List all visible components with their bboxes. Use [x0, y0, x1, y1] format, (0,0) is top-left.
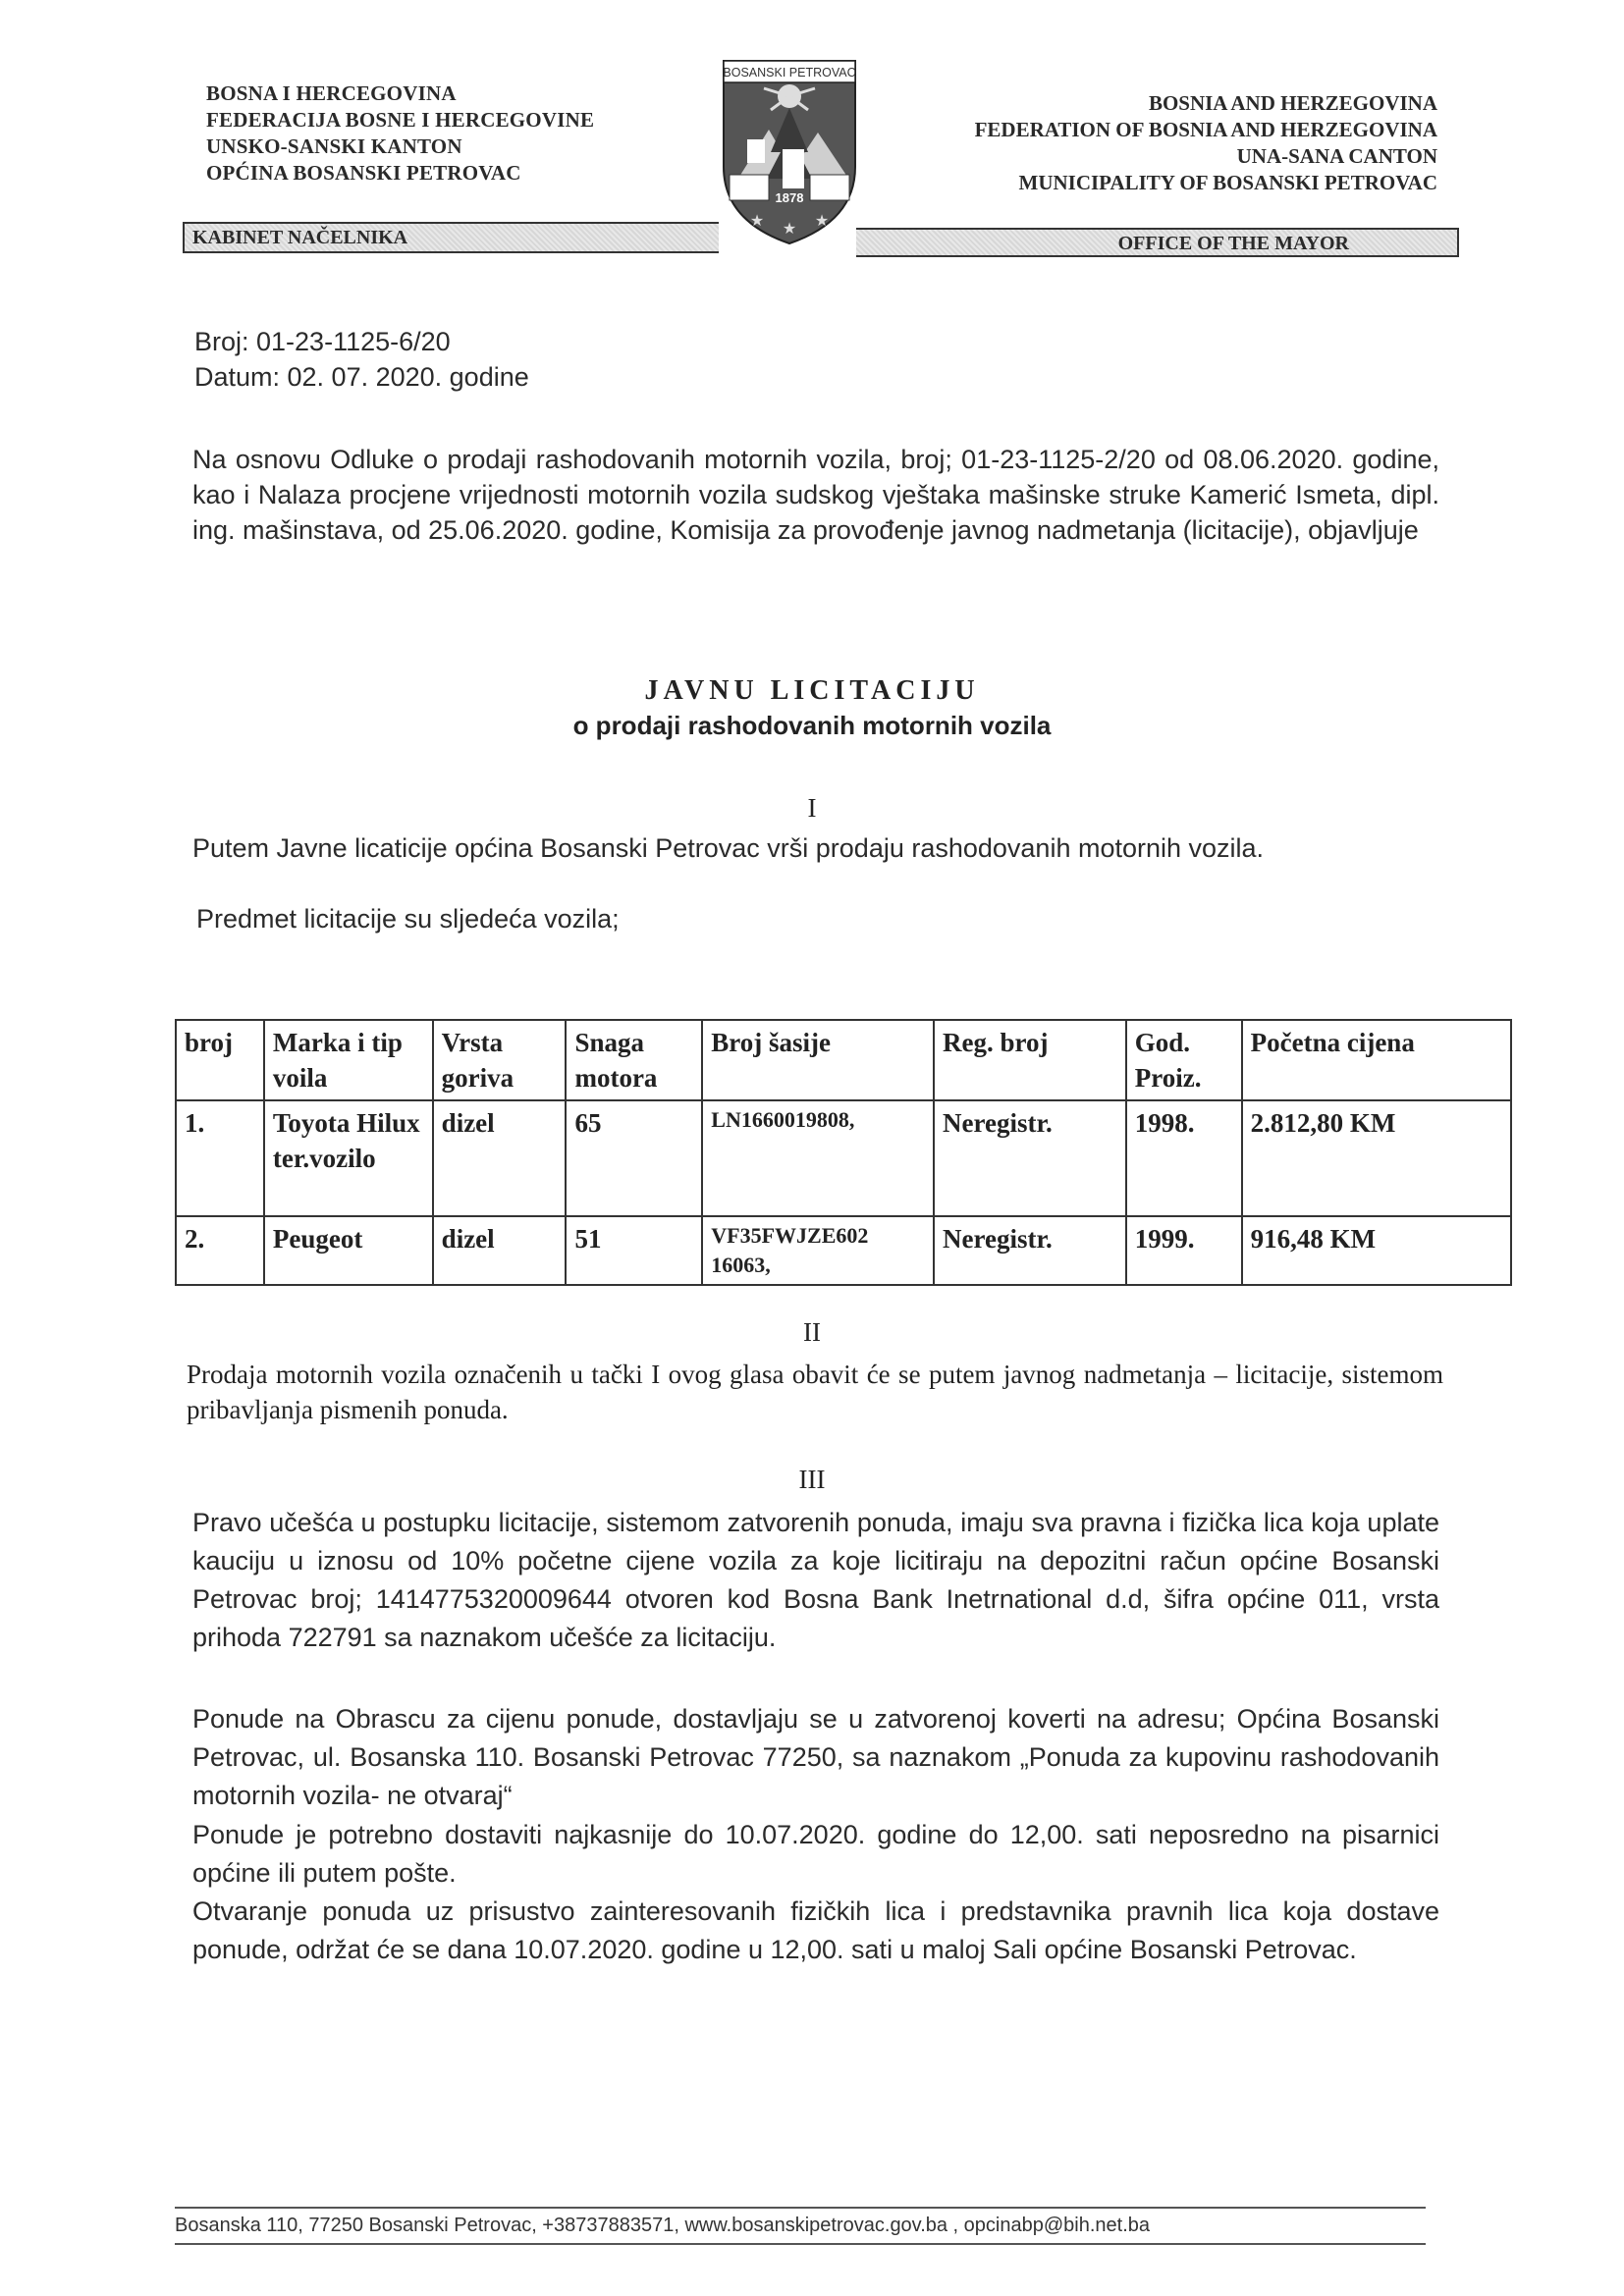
section-3-submission: Ponude na Obrascu za cijenu ponude, dostavljaju se u zatvorenoj koverti na adresu; Općina Bosanski Petrovac, ul. Bosanska 110. Bosanski Petrovac 77250, sa naznakom „Ponuda za kupovinu rashodovanih motornih vozila- ne otvaraj“ [192, 1704, 1439, 1810]
section-3-opening: Otvaranje ponuda uz prisustvo zainteresovanih fizičkih lica i predstavnika pravnih lica koja dostave ponude, održat će se dana 10.07.2020. godine u 12,00. sati u maloj Sali općine Bosanski Petrovac. [192, 1896, 1439, 1964]
svg-text:1878: 1878 [775, 190, 804, 205]
cell-broj: 1. [176, 1100, 264, 1216]
cell-marka: Peugeot [264, 1216, 433, 1285]
office-label: KABINET NAČELNIKA [192, 227, 408, 248]
letterhead-municipality: OPĆINA BOSANSKI PETROVAC [206, 161, 521, 185]
letterhead-canton: UNSKO-SANSKI KANTON [206, 134, 462, 158]
svg-text:★: ★ [814, 211, 830, 230]
col-header-broj: broj [176, 1020, 264, 1100]
office-bar-right [856, 228, 1459, 257]
section-3-deadline: Ponude je potrebno dostaviti najkasnije do 10.07.2020. godine do 12,00. sati neposredno na pisarnici općine ili putem pošte. [192, 1820, 1439, 1888]
document-title [0, 675, 1624, 741]
section-3-participation: Pravo učešća u postupku licitacije, sistemom zatvorenih ponuda, imaju sva pravna i fizička lica koja uplate kauciju u iznosu od 10% početne cijene vozila za koje licitiraju na depozitni račun općine Bosanski Petrovac broj; 1414775320009644 otvoren kod Bosna Bank Inetrnational d.d, šifra općine 011, vrsta prihoda 722791 sa naznakom učešće za licitaciju. [192, 1508, 1439, 1652]
cell-cijena: 916,48 KM [1242, 1216, 1511, 1285]
section-1-text: Putem Javne licaticije općina Bosanski Petrovac vrši prodaju rashodovanih motornih vozila. [192, 833, 1265, 863]
col-header-snaga: Snaga motora [566, 1020, 702, 1100]
svg-text:★: ★ [749, 211, 765, 230]
col-header-reg: Reg. broj [934, 1020, 1126, 1100]
office-bar-left [183, 222, 719, 253]
col-header-gorivo: Vrsta goriva [433, 1020, 567, 1100]
letterhead-country: BOSNA I HERCEGOVINA [206, 81, 457, 105]
document-number: Broj: 01-23-1125-6/20 [194, 327, 451, 356]
section-2-number: II [803, 1317, 821, 1347]
section-1-subject: Predmet licitacije su sljedeća vozila; [196, 904, 620, 934]
col-header-god: God. Proiz. [1126, 1020, 1242, 1100]
table-row [176, 1100, 1511, 1216]
coat-of-arms-icon [720, 59, 859, 245]
letterhead-country-en: BOSNIA AND HERZEGOVINA [1148, 91, 1437, 115]
cell-snaga: 65 [566, 1100, 702, 1216]
letterhead-federation: FEDERACIJA BOSNE I HERCEGOVINE [206, 108, 595, 132]
intro-paragraph: Na osnovu Odluke o prodaji rashodovanih motornih vozila, broj; 01-23-1125-2/20 od 08.06.2020. godine, kao i Nalaza procjene vrijednosti motornih vozila sudskog vještaka mašinske struke Kamerić Ismeta, dipl. ing. mašinstava, od 25.06.2020. godine, Komisija za provođenje javnog nadmetanja (licitacije), objavljuje [192, 445, 1439, 545]
table-header-row [176, 1020, 1511, 1100]
section-2-text: Prodaja motornih vozila označenih u tački I ovog glasa obavit će se putem javnog nadmetanja – licitacije, sistemom pribavljanja pismenih ponuda. [187, 1360, 1443, 1424]
table-row [176, 1216, 1511, 1285]
office-label-en: OFFICE OF THE MAYOR [1117, 233, 1349, 254]
svg-text:★: ★ [782, 219, 797, 238]
cell-broj: 2. [176, 1216, 264, 1285]
footer-contact [175, 2207, 1426, 2245]
letterhead-canton-en: UNA-SANA CANTON [1236, 144, 1437, 168]
cell-god: 1999. [1126, 1216, 1242, 1285]
cell-reg: Neregistr. [934, 1216, 1126, 1285]
title-main: JAVNU LICITACIJU [644, 675, 980, 706]
letterhead-left [206, 80, 594, 187]
cell-cijena: 2.812,80 KM [1242, 1100, 1511, 1216]
cell-god: 1998. [1126, 1100, 1242, 1216]
svg-text:BOSANSKI PETROVAC: BOSANSKI PETROVAC [723, 66, 856, 80]
document-date: Datum: 02. 07. 2020. godine [194, 362, 529, 392]
cell-snaga: 51 [566, 1216, 702, 1285]
vehicles-table [175, 1019, 1512, 1286]
col-header-marka: Marka i tip voila [264, 1020, 433, 1100]
cell-reg: Neregistr. [934, 1100, 1126, 1216]
letterhead-municipality-en: MUNICIPALITY OF BOSANSKI PETROVAC [1018, 171, 1437, 194]
cell-gorivo: dizel [433, 1216, 567, 1285]
cell-marka: Toyota Hilux ter.vozilo [264, 1100, 433, 1216]
cell-gorivo: dizel [433, 1100, 567, 1216]
cell-sasija: LN1660019808, [702, 1100, 934, 1216]
cell-sasija: VF35FWJZE602 16063, [702, 1216, 934, 1285]
letterhead-federation-en: FEDERATION OF BOSNIA AND HERZEGOVINA [974, 118, 1437, 141]
footer-text: Bosanska 110, 77250 Bosanski Petrovac, +38737883571, www.bosanskipetrovac.gov.ba , opcinabp@bih.net.ba [175, 2215, 1151, 2236]
letterhead-right [975, 90, 1437, 196]
document-meta [194, 324, 529, 395]
col-header-sasija: Broj šasije [702, 1020, 934, 1100]
section-3-number: III [798, 1465, 826, 1494]
col-header-cijena: Početna cijena [1242, 1020, 1511, 1100]
section-1-number: I [807, 793, 817, 823]
title-sub: o prodaji rashodovanih motornih vozila [572, 711, 1052, 740]
